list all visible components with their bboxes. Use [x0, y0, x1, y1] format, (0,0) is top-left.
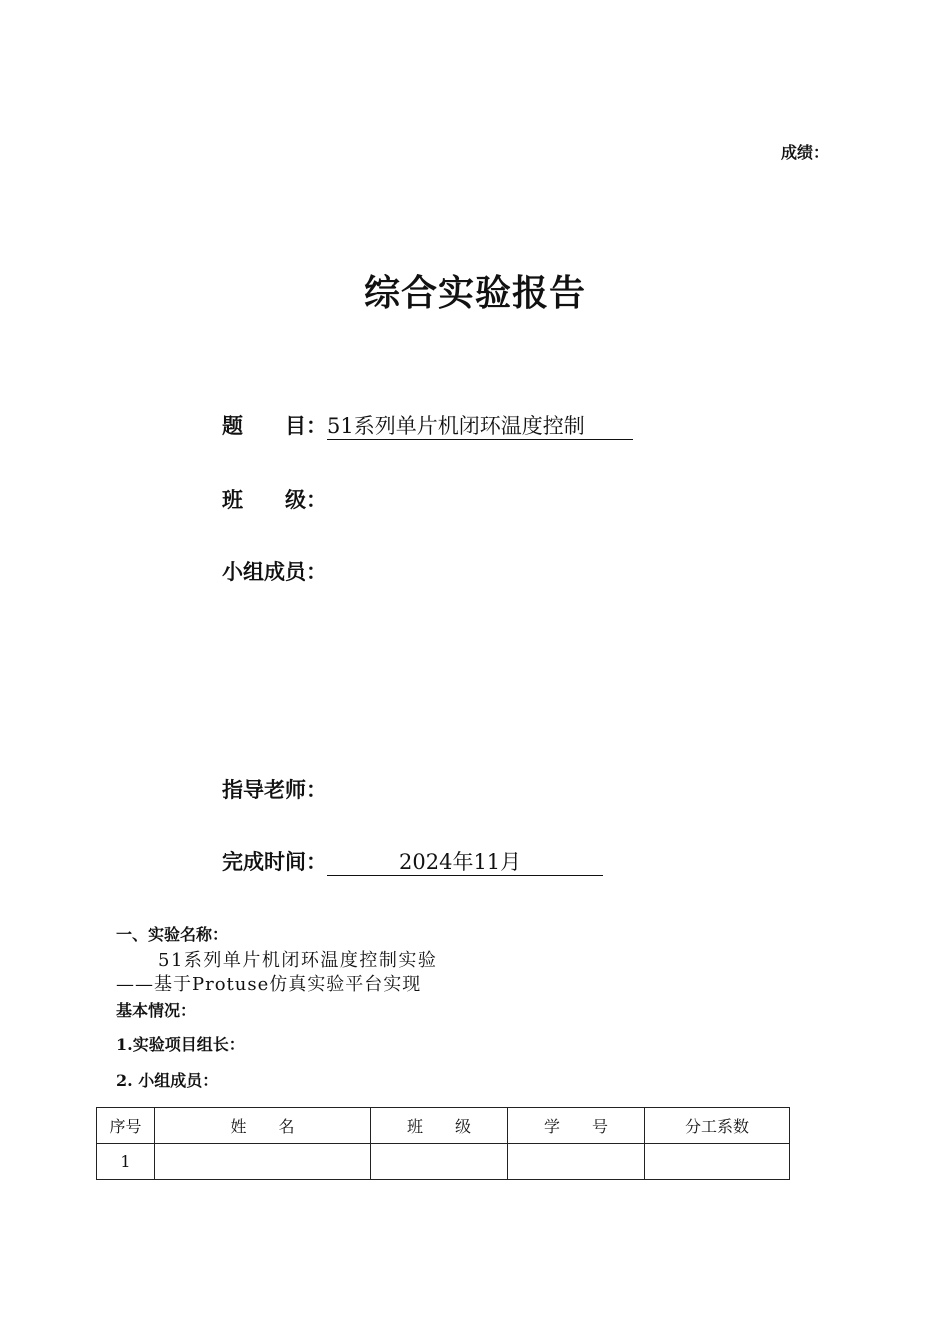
class-field	[222, 484, 327, 514]
table-cell: 1	[97, 1144, 155, 1180]
header-name: 姓 名	[155, 1108, 371, 1144]
date-label: 完成时间：	[222, 849, 327, 874]
topic-label: 题 目：	[222, 413, 327, 438]
table-header-row	[97, 1108, 790, 1144]
report-title: 综合实验报告	[363, 272, 586, 314]
advisor-field	[222, 774, 327, 804]
members-table	[96, 1107, 790, 1180]
table-cell	[371, 1144, 508, 1180]
header-work-ratio: 分工系数	[645, 1108, 790, 1144]
topic-value: 51系列单片机闭环温度控制	[327, 413, 633, 440]
members-field	[222, 556, 327, 586]
class-label: 班 级：	[222, 487, 327, 512]
table-cell	[508, 1144, 645, 1180]
experiment-name: 51系列单片机闭环温度控制实验	[158, 950, 438, 971]
header-student-id: 学 号	[508, 1108, 645, 1144]
basic-info-heading: 基本情况：	[116, 1001, 197, 1020]
topic-field	[222, 410, 633, 440]
header-class: 班 级	[371, 1108, 508, 1144]
members-label: 小组成员：	[222, 559, 327, 584]
date-value: 2024年11月	[327, 849, 603, 876]
experiment-subtitle: ——基于Protuse仿真实验平台实现	[116, 974, 422, 995]
table-cell	[645, 1144, 790, 1180]
advisor-label: 指导老师：	[222, 777, 327, 802]
table-cell	[155, 1144, 371, 1180]
section-heading: 一、实验名称：	[116, 925, 229, 944]
grade-label: 成绩：	[781, 143, 830, 162]
date-field	[222, 846, 603, 876]
group-members-label: 2. 小组成员：	[116, 1071, 219, 1090]
header-index: 序号	[97, 1108, 155, 1144]
leader-label: 1.实验项目组长：	[116, 1035, 245, 1054]
table-row	[97, 1144, 790, 1180]
